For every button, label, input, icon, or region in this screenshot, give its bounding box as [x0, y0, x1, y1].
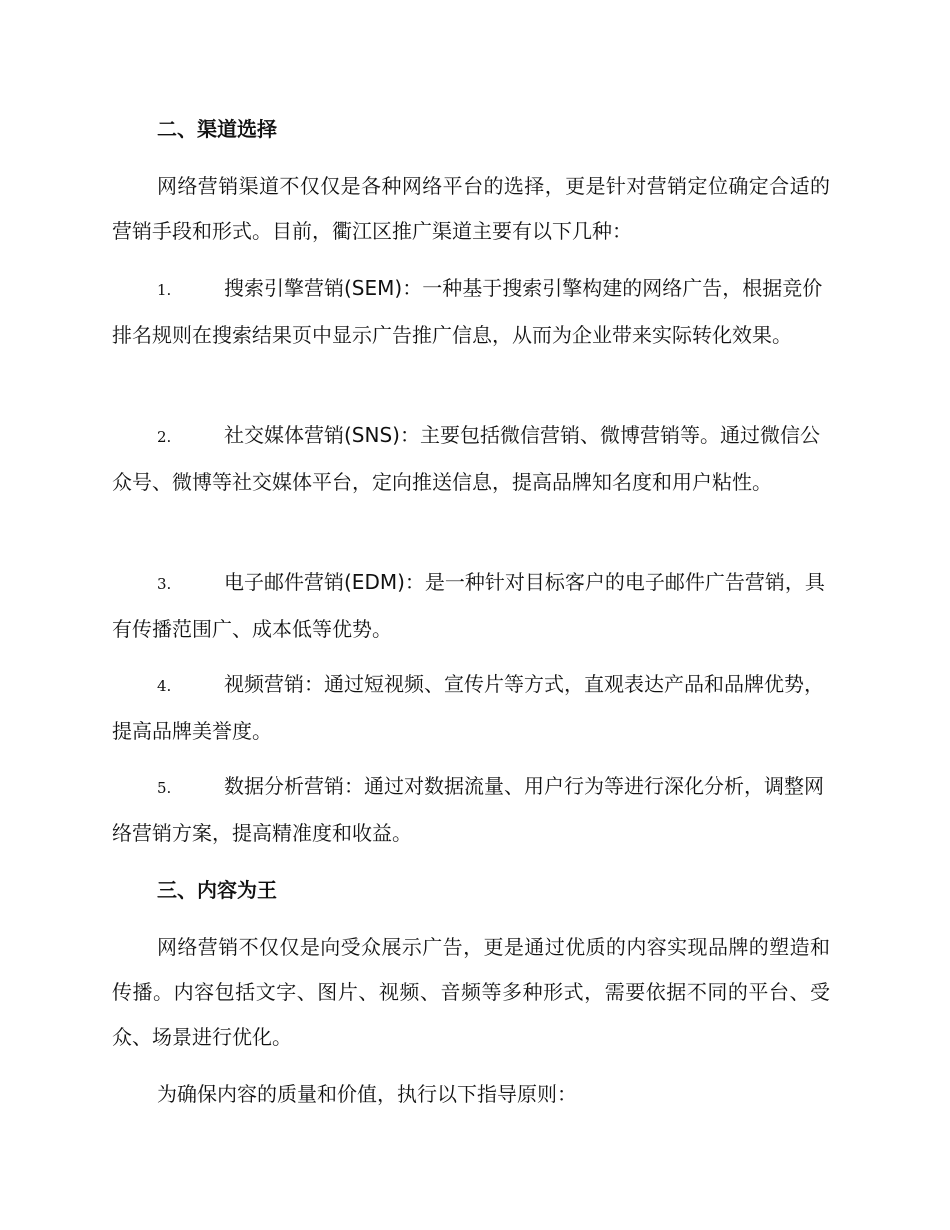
list-item-data-analysis [112, 764, 830, 856]
list-item-sem [112, 266, 830, 358]
list-number: 2. [157, 428, 172, 446]
list-number: 1. [157, 281, 172, 299]
list-number: 3. [157, 575, 172, 593]
content-paragraph: 网络营销不仅仅是向受众展示广告，更是通过优质的内容实现品牌的塑造和传播。内容包括文字、图片、视频、音频等多种形式，需要依据不同的平台、受众、场景进行优化。 [112, 935, 830, 1049]
list-item-text: 搜索引擎营销(SEM)：一种基于搜索引擎构建的网络广告，根据竞价排名规则在搜索结果页中显示广告推广信息，从而为企业带来实际转化效果。 [112, 276, 823, 347]
section-heading-channel-selection: 二、渠道选择 [157, 117, 277, 141]
list-item-text: 电子邮件营销(EDM)：是一种针对目标客户的电子邮件广告营销，具有传播范围广、成本低等优势。 [112, 570, 825, 641]
guideline-intro-paragraph: 为确保内容的质量和价值，执行以下指导原则： [157, 1082, 577, 1106]
channel-intro-paragraph: 网络营销渠道不仅仅是各种网络平台的选择，更是针对营销定位确定合适的营销手段和形式。目前，衢江区推广渠道主要有以下几种： [112, 174, 830, 243]
list-item-sns [112, 413, 830, 505]
list-item-text: 视频营销：通过短视频、宣传片等方式，直观表达产品和品牌优势，提高品牌美誉度。 [112, 672, 824, 743]
list-item-video [112, 662, 830, 754]
list-number: 5. [157, 779, 172, 797]
list-item-text: 数据分析营销：通过对数据流量、用户行为等进行深化分析，调整网络营销方案，提高精准度和收益。 [112, 774, 824, 845]
list-item-text: 社交媒体营销(SNS)：主要包括微信营销、微博营销等。通过微信公众号、微博等社交媒体平台，定向推送信息，提高品牌知名度和用户粘性。 [112, 423, 820, 494]
list-item-edm [112, 560, 830, 652]
section-heading-content-is-king: 三、内容为王 [157, 878, 277, 902]
list-number: 4. [157, 677, 172, 695]
